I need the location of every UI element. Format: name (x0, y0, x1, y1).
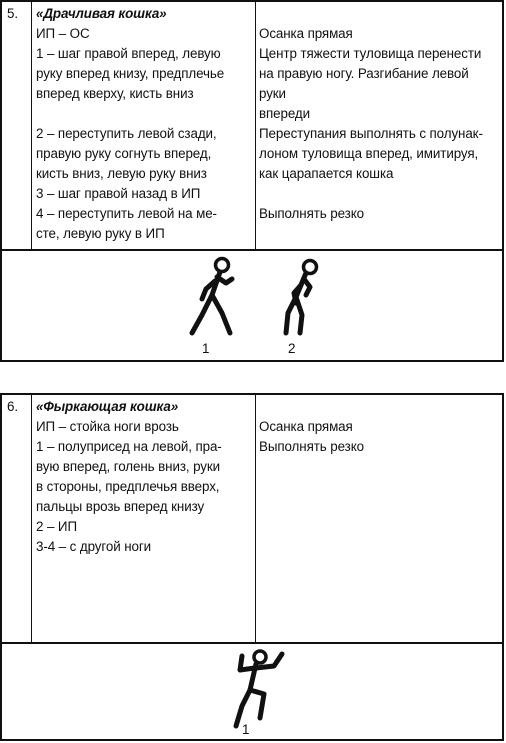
desc-line: 4 – переступить левой на ме- (36, 206, 217, 221)
exercise-6-text-row (2, 395, 502, 644)
stick-figure-scratch (276, 255, 322, 339)
desc-line: 3 – шаг правой назад в ИП (36, 186, 201, 201)
desc-line: 2 – ИП (36, 519, 77, 534)
figure-label: 2 (288, 341, 296, 356)
exercise-table-5 (0, 0, 504, 362)
note-line: руки (259, 86, 286, 101)
desc-line: ИП – ОС (36, 26, 90, 41)
note-line: Центр тяжести туловища перенести (259, 46, 482, 61)
stick-figure-step-forward (184, 255, 244, 339)
exercise-6-figure-row (2, 644, 502, 741)
desc-line: пальцы врозь вперед книзу (36, 499, 205, 514)
figure-label: 1 (242, 722, 250, 737)
exercise-6-description-cell (32, 395, 256, 642)
note-line: Осанка прямая (259, 419, 353, 434)
exercise-5-notes-cell (256, 2, 502, 249)
exercise-number: 6. (7, 399, 18, 414)
exercise-5-figure-row (2, 251, 502, 362)
desc-line: правую руку согнуть вперед, (36, 146, 212, 161)
exercise-title: «Фыркающая кошка» (36, 399, 179, 414)
desc-line: 2 – переступить левой сзади, (36, 126, 217, 141)
exercise-5-text-row (2, 2, 502, 251)
note-line: Переступания выполнять с полунак- (259, 126, 483, 141)
exercise-5-number-cell (2, 2, 32, 249)
desc-line: руку вперед книзу, предплечье (36, 66, 225, 81)
exercise-6-notes-cell (256, 395, 502, 642)
note-line: как царапается кошка (259, 166, 394, 181)
note-line: Выполнять резко (259, 439, 364, 454)
desc-line: сте, левую руку в ИП (36, 226, 165, 241)
note-line: Выполнять резко (259, 206, 364, 221)
exercise-5-description-cell (32, 2, 256, 249)
desc-line: 1 – полуприсед на левой, пра- (36, 439, 222, 454)
note-line: лоном туловища вперед, имитируя, (259, 146, 479, 161)
desc-line: ИП – стойка ноги врозь (36, 419, 179, 434)
exercise-table-6 (0, 393, 504, 741)
desc-line: вую вперед, голень вниз, руки (36, 459, 221, 474)
exercise-6-number-cell (2, 395, 32, 642)
stick-figure-half-squat (230, 648, 290, 730)
exercise-number: 5. (7, 6, 18, 21)
desc-line: 1 – шаг правой вперед, левую (36, 46, 221, 61)
desc-line: вперед кверху, кисть вниз (36, 86, 194, 101)
note-line: Осанка прямая (259, 26, 353, 41)
note-line: на правую ногу. Разгибание левой (259, 66, 469, 81)
desc-line: кисть вниз, левую руку вниз (36, 166, 207, 181)
figure-label: 1 (202, 341, 210, 356)
desc-line: в стороны, предплечья вверх, (36, 479, 220, 494)
exercise-title: «Драчливая кошка» (36, 6, 167, 21)
desc-line: 3-4 – с другой ноги (36, 539, 152, 554)
note-line: впереди (259, 106, 311, 121)
